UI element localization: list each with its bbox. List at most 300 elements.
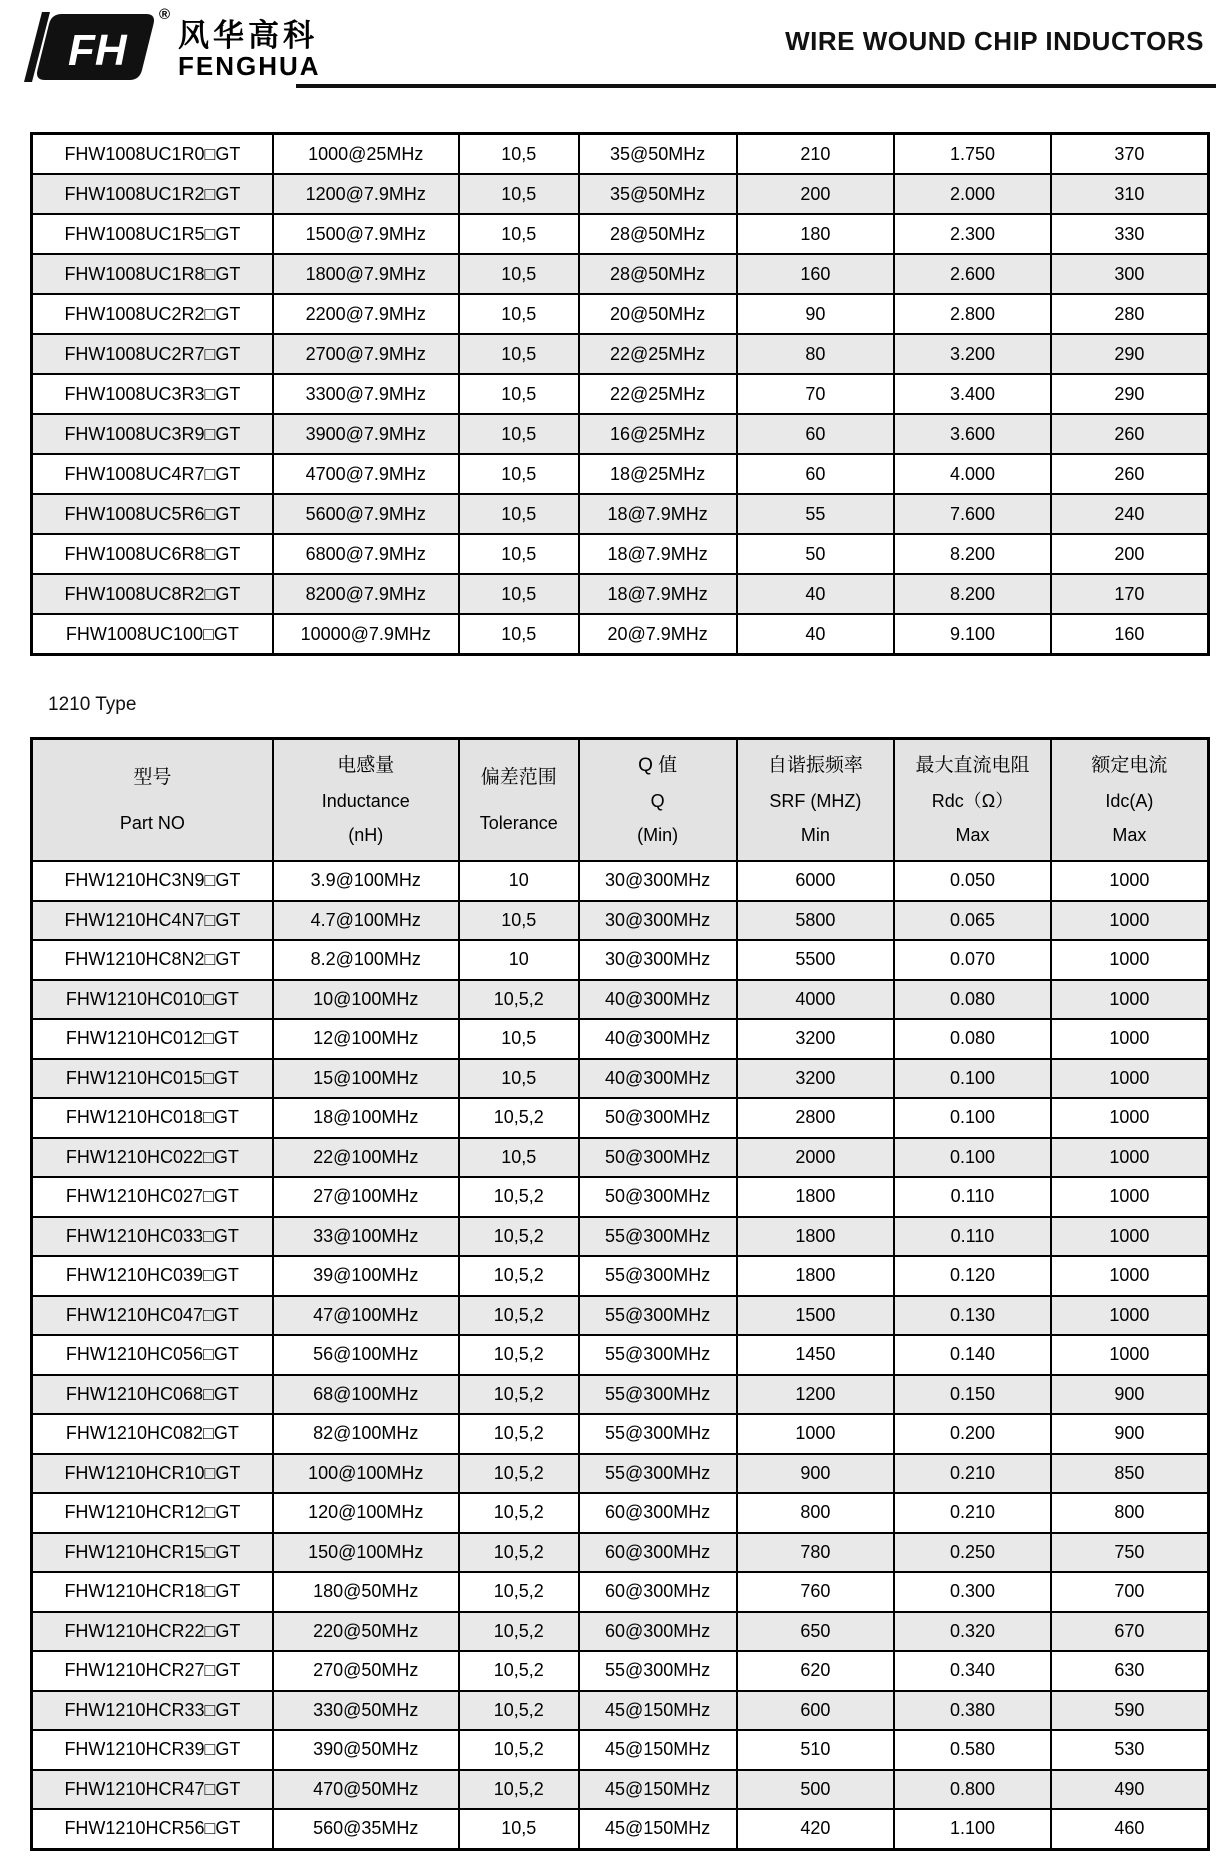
table-cell: 0.130: [894, 1296, 1051, 1336]
table-row: [32, 334, 1209, 374]
table-cell: 20@7.9MHz: [579, 614, 737, 655]
table-cell: FHW1210HC056□GT: [32, 1335, 273, 1375]
table-cell: FHW1210HC012□GT: [32, 1019, 273, 1059]
table-cell: 1000: [1051, 1138, 1209, 1178]
table-cell: FHW1210HC018□GT: [32, 1098, 273, 1138]
brand-block: [20, 8, 321, 86]
table-cell: FHW1210HC047□GT: [32, 1296, 273, 1336]
table-cell: 50@300MHz: [579, 1138, 737, 1178]
table-row: [32, 1809, 1209, 1849]
table-cell: 60: [737, 454, 895, 494]
table-cell: FHW1210HC010□GT: [32, 980, 273, 1020]
table-row: [32, 1770, 1209, 1810]
fenghua-logo-icon: [20, 8, 168, 86]
table-cell: 10,5,2: [459, 1572, 579, 1612]
table-cell: 1500@7.9MHz: [273, 214, 459, 254]
table-cell: 40: [737, 614, 895, 655]
table-cell: FHW1210HC022□GT: [32, 1138, 273, 1178]
section-label-1210-type: 1210 Type: [48, 694, 137, 715]
table-cell: 50@300MHz: [579, 1098, 737, 1138]
table-cell: 460: [1051, 1809, 1209, 1849]
table-cell: 1200: [737, 1375, 895, 1415]
table-cell: FHW1008UC1R5□GT: [32, 214, 273, 254]
table-row: [32, 1651, 1209, 1691]
table-cell: 30@300MHz: [579, 861, 737, 901]
table-cell: 1500: [737, 1296, 895, 1336]
table-cell: 10,5: [459, 574, 579, 614]
table-cell: 780: [737, 1533, 895, 1573]
table-cell: 1000@25MHz: [273, 134, 459, 175]
table-cell: 10,5,2: [459, 1256, 579, 1296]
table-cell: 180: [737, 214, 895, 254]
table-cell: 55@300MHz: [579, 1375, 737, 1415]
table-cell: 160: [1051, 614, 1209, 655]
table-cell: 300: [1051, 254, 1209, 294]
header-divider: [296, 84, 1216, 88]
table-cell: FHW1210HC033□GT: [32, 1217, 273, 1257]
table-cell: 330: [1051, 214, 1209, 254]
table-cell: 1000: [1051, 1256, 1209, 1296]
table-cell: 47@100MHz: [273, 1296, 459, 1336]
table-cell: 10,5: [459, 454, 579, 494]
table-cell: 1000: [1051, 980, 1209, 1020]
column-header-q: Q 值 Q (Min): [579, 739, 737, 862]
table-cell: FHW1210HC3N9□GT: [32, 861, 273, 901]
table-cell: 5500: [737, 940, 895, 980]
table-cell: 40@300MHz: [579, 1019, 737, 1059]
table-cell: FHW1008UC3R9□GT: [32, 414, 273, 454]
table-row: [32, 1572, 1209, 1612]
table-cell: 60: [737, 414, 895, 454]
table-header: [32, 739, 1209, 862]
table-row: [32, 534, 1209, 574]
table-cell: 60@300MHz: [579, 1612, 737, 1652]
table-cell: 30@300MHz: [579, 901, 737, 941]
table-cell: 10,5: [459, 414, 579, 454]
table-cell: 1450: [737, 1335, 895, 1375]
table-cell: 60@300MHz: [579, 1493, 737, 1533]
table-cell: 900: [1051, 1414, 1209, 1454]
table-cell: 4.7@100MHz: [273, 901, 459, 941]
table-cell: 3200: [737, 1059, 895, 1099]
table-cell: 800: [737, 1493, 895, 1533]
table-cell: FHW1008UC4R7□GT: [32, 454, 273, 494]
table-cell: 28@50MHz: [579, 214, 737, 254]
table-cell: FHW1008UC8R2□GT: [32, 574, 273, 614]
table-cell: FHW1210HC027□GT: [32, 1177, 273, 1217]
table-cell: 0.080: [894, 1019, 1051, 1059]
table-cell: 68@100MHz: [273, 1375, 459, 1415]
table-cell: 22@25MHz: [579, 334, 737, 374]
table-cell: 39@100MHz: [273, 1256, 459, 1296]
table-cell: 55@300MHz: [579, 1651, 737, 1691]
table-cell: FHW1008UC1R8□GT: [32, 254, 273, 294]
table-cell: FHW1008UC2R2□GT: [32, 294, 273, 334]
table-cell: 750: [1051, 1533, 1209, 1573]
table-cell: 0.100: [894, 1098, 1051, 1138]
table-cell: FHW1008UC1R0□GT: [32, 134, 273, 175]
table-cell: 10,5: [459, 534, 579, 574]
table-cell: 850: [1051, 1454, 1209, 1494]
table-cell: FHW1210HC082□GT: [32, 1414, 273, 1454]
column-header-rdc: 最大直流电阻 Rdc（Ω） Max: [894, 739, 1051, 862]
table-cell: 800: [1051, 1493, 1209, 1533]
table-cell: 1800: [737, 1256, 895, 1296]
table-cell: 10,5: [459, 614, 579, 655]
table-cell: 10,5,2: [459, 1691, 579, 1731]
table-cell: 0.800: [894, 1770, 1051, 1810]
table-row: [32, 1730, 1209, 1770]
table-cell: 120@100MHz: [273, 1493, 459, 1533]
table-cell: 280: [1051, 294, 1209, 334]
table-cell: 2000: [737, 1138, 895, 1178]
table-cell: 15@100MHz: [273, 1059, 459, 1099]
table-cell: 590: [1051, 1691, 1209, 1731]
table-cell: 10,5: [459, 494, 579, 534]
table-cell: 1.750: [894, 134, 1051, 175]
table-cell: 3900@7.9MHz: [273, 414, 459, 454]
table-cell: 8.200: [894, 534, 1051, 574]
table-cell: 10,5,2: [459, 1651, 579, 1691]
table-cell: 3300@7.9MHz: [273, 374, 459, 414]
table-row: [32, 1454, 1209, 1494]
table-cell: 760: [737, 1572, 895, 1612]
table-cell: 40@300MHz: [579, 1059, 737, 1099]
table-cell: 55@300MHz: [579, 1296, 737, 1336]
table-cell: 0.320: [894, 1612, 1051, 1652]
table-row: [32, 254, 1209, 294]
table-cell: 10,5: [459, 214, 579, 254]
table-cell: FHW1210HCR18□GT: [32, 1572, 273, 1612]
table-row: [32, 414, 1209, 454]
table-cell: 45@150MHz: [579, 1730, 737, 1770]
table-cell: 500: [737, 1770, 895, 1810]
table-cell: FHW1210HCR56□GT: [32, 1809, 273, 1849]
table-row: [32, 901, 1209, 941]
table-cell: 18@7.9MHz: [579, 574, 737, 614]
table-cell: FHW1210HCR27□GT: [32, 1651, 273, 1691]
table-cell: 5600@7.9MHz: [273, 494, 459, 534]
table-cell: FHW1008UC5R6□GT: [32, 494, 273, 534]
table-cell: 0.100: [894, 1059, 1051, 1099]
table-cell: 60@300MHz: [579, 1533, 737, 1573]
table-cell: 8.200: [894, 574, 1051, 614]
table-cell: 35@50MHz: [579, 174, 737, 214]
table-cell: 40@300MHz: [579, 980, 737, 1020]
table-cell: 10,5: [459, 374, 579, 414]
table-cell: 530: [1051, 1730, 1209, 1770]
column-header-srf: 自谐振频率 SRF (MHZ) Min: [737, 739, 895, 862]
brand-name-english: FENGHUA: [178, 50, 321, 81]
table-cell: 370: [1051, 134, 1209, 175]
table-cell: 10@100MHz: [273, 980, 459, 1020]
table-cell: 7.600: [894, 494, 1051, 534]
table-cell: 60@300MHz: [579, 1572, 737, 1612]
table-cell: 50: [737, 534, 895, 574]
table-cell: 40: [737, 574, 895, 614]
table-cell: 900: [1051, 1375, 1209, 1415]
column-header-part-no: 型号 Part NO: [32, 739, 273, 862]
table-body: [32, 861, 1209, 1849]
column-header-tolerance: 偏差范围 Tolerance: [459, 739, 579, 862]
table-cell: 10,5,2: [459, 1533, 579, 1573]
table-cell: 55: [737, 494, 895, 534]
table-cell: 260: [1051, 414, 1209, 454]
table-cell: FHW1008UC2R7□GT: [32, 334, 273, 374]
table-cell: 1800: [737, 1177, 895, 1217]
brand-text: [178, 8, 321, 80]
table-row: [32, 1691, 1209, 1731]
table-cell: 18@100MHz: [273, 1098, 459, 1138]
table-cell: 30@300MHz: [579, 940, 737, 980]
table-cell: 10,5,2: [459, 1375, 579, 1415]
table-cell: 1.100: [894, 1809, 1051, 1849]
table-cell: 1800: [737, 1217, 895, 1257]
table-cell: FHW1008UC100□GT: [32, 614, 273, 655]
table-cell: 2700@7.9MHz: [273, 334, 459, 374]
table-cell: 33@100MHz: [273, 1217, 459, 1257]
table-cell: 2800: [737, 1098, 895, 1138]
table-cell: 1000: [1051, 1217, 1209, 1257]
table-cell: 10,5,2: [459, 1296, 579, 1336]
table-cell: FHW1210HCR10□GT: [32, 1454, 273, 1494]
table-row: [32, 1098, 1209, 1138]
table-cell: 22@25MHz: [579, 374, 737, 414]
table-row: [32, 374, 1209, 414]
table-cell: 18@7.9MHz: [579, 494, 737, 534]
table-row: [32, 574, 1209, 614]
table-cell: 35@50MHz: [579, 134, 737, 175]
table-cell: 670: [1051, 1612, 1209, 1652]
table-cell: FHW1210HC068□GT: [32, 1375, 273, 1415]
table-cell: 3.600: [894, 414, 1051, 454]
table-cell: 10,5,2: [459, 1335, 579, 1375]
table-cell: 1200@7.9MHz: [273, 174, 459, 214]
svg-text:FH: FH: [68, 26, 127, 75]
table-cell: 0.150: [894, 1375, 1051, 1415]
table-cell: 620: [737, 1651, 895, 1691]
table-cell: 18@25MHz: [579, 454, 737, 494]
table-cell: 80: [737, 334, 895, 374]
table-row: [32, 1335, 1209, 1375]
table-row: [32, 980, 1209, 1020]
table-cell: FHW1008UC1R2□GT: [32, 174, 273, 214]
table-cell: 10,5,2: [459, 1177, 579, 1217]
table-cell: 900: [737, 1454, 895, 1494]
table-cell: 2.800: [894, 294, 1051, 334]
table-cell: 70: [737, 374, 895, 414]
table-cell: 90: [737, 294, 895, 334]
table-row: [32, 1177, 1209, 1217]
table-cell: 10,5: [459, 134, 579, 175]
table-cell: 4.000: [894, 454, 1051, 494]
table-cell: 0.065: [894, 901, 1051, 941]
table-cell: FHW1210HCR39□GT: [32, 1730, 273, 1770]
table-cell: 10,5,2: [459, 1730, 579, 1770]
table-cell: 1000: [1051, 861, 1209, 901]
table-cell: 10,5: [459, 294, 579, 334]
table-cell: 22@100MHz: [273, 1138, 459, 1178]
table-cell: 290: [1051, 374, 1209, 414]
table-cell: 0.140: [894, 1335, 1051, 1375]
table-cell: 0.080: [894, 980, 1051, 1020]
table-cell: 55@300MHz: [579, 1454, 737, 1494]
table-cell: 0.380: [894, 1691, 1051, 1731]
table-cell: 10,5,2: [459, 1098, 579, 1138]
table-cell: FHW1210HC015□GT: [32, 1059, 273, 1099]
table-cell: 290: [1051, 334, 1209, 374]
table-cell: 0.300: [894, 1572, 1051, 1612]
table-cell: 10,5,2: [459, 1414, 579, 1454]
table-cell: 9.100: [894, 614, 1051, 655]
table-cell: 1800@7.9MHz: [273, 254, 459, 294]
table-cell: 2.600: [894, 254, 1051, 294]
table-row: [32, 1533, 1209, 1573]
table-row: [32, 1217, 1209, 1257]
table-cell: 82@100MHz: [273, 1414, 459, 1454]
table-cell: FHW1210HCR33□GT: [32, 1691, 273, 1731]
table-cell: 10,5: [459, 1809, 579, 1849]
table-cell: 10,5: [459, 1138, 579, 1178]
table-cell: 10000@7.9MHz: [273, 614, 459, 655]
table-header-row: [32, 739, 1209, 862]
inductor-spec-table-1210: [30, 737, 1210, 1851]
table-cell: 310: [1051, 174, 1209, 214]
table-cell: 45@150MHz: [579, 1770, 737, 1810]
table-cell: 6800@7.9MHz: [273, 534, 459, 574]
logo-graphic: [20, 8, 168, 86]
table-cell: 1000: [1051, 1098, 1209, 1138]
table-cell: 10,5,2: [459, 1454, 579, 1494]
table-cell: 50@300MHz: [579, 1177, 737, 1217]
table-row: [32, 1059, 1209, 1099]
table-cell: 1000: [1051, 1335, 1209, 1375]
table-cell: 18@7.9MHz: [579, 534, 737, 574]
table-row: [32, 1375, 1209, 1415]
table-row: [32, 1612, 1209, 1652]
table-cell: 55@300MHz: [579, 1256, 737, 1296]
table-cell: 8200@7.9MHz: [273, 574, 459, 614]
table-cell: 10,5: [459, 174, 579, 214]
registered-trademark-icon: ®: [158, 6, 170, 23]
table-cell: FHW1210HC8N2□GT: [32, 940, 273, 980]
table-cell: FHW1008UC6R8□GT: [32, 534, 273, 574]
table-row: [32, 1414, 1209, 1454]
table-cell: 0.210: [894, 1454, 1051, 1494]
table-row: [32, 861, 1209, 901]
table-cell: 470@50MHz: [273, 1770, 459, 1810]
table-cell: 330@50MHz: [273, 1691, 459, 1731]
page-title: WIRE WOUND CHIP INDUCTORS: [785, 26, 1204, 56]
table-cell: 5800: [737, 901, 895, 941]
table-cell: FHW1210HC039□GT: [32, 1256, 273, 1296]
brand-name-chinese: 风华高科: [178, 18, 318, 53]
table-cell: 3.200: [894, 334, 1051, 374]
table-cell: 27@100MHz: [273, 1177, 459, 1217]
table-row: [32, 1256, 1209, 1296]
table-body: [32, 134, 1209, 655]
table-cell: 4000: [737, 980, 895, 1020]
table-cell: 220@50MHz: [273, 1612, 459, 1652]
table-cell: 10,5,2: [459, 1217, 579, 1257]
table-cell: 600: [737, 1691, 895, 1731]
table-cell: 0.110: [894, 1217, 1051, 1257]
table-row: [32, 294, 1209, 334]
table-cell: 28@50MHz: [579, 254, 737, 294]
table-cell: FHW1210HC4N7□GT: [32, 901, 273, 941]
table-cell: 1000: [737, 1414, 895, 1454]
table-cell: 390@50MHz: [273, 1730, 459, 1770]
table-cell: 150@100MHz: [273, 1533, 459, 1573]
table-cell: 6000: [737, 861, 895, 901]
table-cell: 0.200: [894, 1414, 1051, 1454]
table-cell: 1000: [1051, 940, 1209, 980]
table-cell: 10,5,2: [459, 1612, 579, 1652]
table-row: [32, 1138, 1209, 1178]
table-cell: 200: [737, 174, 895, 214]
table-cell: FHW1210HCR12□GT: [32, 1493, 273, 1533]
table-cell: 3200: [737, 1019, 895, 1059]
table-cell: 100@100MHz: [273, 1454, 459, 1494]
table-cell: 56@100MHz: [273, 1335, 459, 1375]
table-cell: 12@100MHz: [273, 1019, 459, 1059]
table-row: [32, 174, 1209, 214]
table-cell: 0.070: [894, 940, 1051, 980]
table-cell: 3.9@100MHz: [273, 861, 459, 901]
table-cell: 8.2@100MHz: [273, 940, 459, 980]
table-row: [32, 214, 1209, 254]
table-cell: 20@50MHz: [579, 294, 737, 334]
table-cell: 1000: [1051, 1059, 1209, 1099]
table-cell: 510: [737, 1730, 895, 1770]
table-row: [32, 1493, 1209, 1533]
table-cell: 16@25MHz: [579, 414, 737, 454]
table-row: [32, 1296, 1209, 1336]
table-cell: 10,5: [459, 334, 579, 374]
table-cell: 560@35MHz: [273, 1809, 459, 1849]
table-cell: 0.100: [894, 1138, 1051, 1178]
table-cell: 55@300MHz: [579, 1335, 737, 1375]
inductor-spec-table-1008: [30, 132, 1210, 656]
table-cell: 0.340: [894, 1651, 1051, 1691]
table-cell: 45@150MHz: [579, 1809, 737, 1849]
table-cell: FHW1210HCR22□GT: [32, 1612, 273, 1652]
table-cell: 4700@7.9MHz: [273, 454, 459, 494]
table-cell: 1000: [1051, 901, 1209, 941]
table-cell: FHW1210HCR15□GT: [32, 1533, 273, 1573]
table-cell: 10: [459, 861, 579, 901]
table-cell: 10,5,2: [459, 1493, 579, 1533]
table-cell: 700: [1051, 1572, 1209, 1612]
table-row: [32, 454, 1209, 494]
table-cell: 3.400: [894, 374, 1051, 414]
table-cell: 240: [1051, 494, 1209, 534]
table-cell: 1000: [1051, 1296, 1209, 1336]
table-cell: 420: [737, 1809, 895, 1849]
table-cell: 2.300: [894, 214, 1051, 254]
table-cell: 630: [1051, 1651, 1209, 1691]
table-row: [32, 1019, 1209, 1059]
table-cell: 10,5: [459, 1059, 579, 1099]
table-row: [32, 614, 1209, 655]
table-cell: 260: [1051, 454, 1209, 494]
table-cell: 210: [737, 134, 895, 175]
table-cell: 1000: [1051, 1177, 1209, 1217]
table-cell: 160: [737, 254, 895, 294]
table-cell: 2.000: [894, 174, 1051, 214]
table-cell: 10,5: [459, 254, 579, 294]
table-cell: 10,5,2: [459, 1770, 579, 1810]
